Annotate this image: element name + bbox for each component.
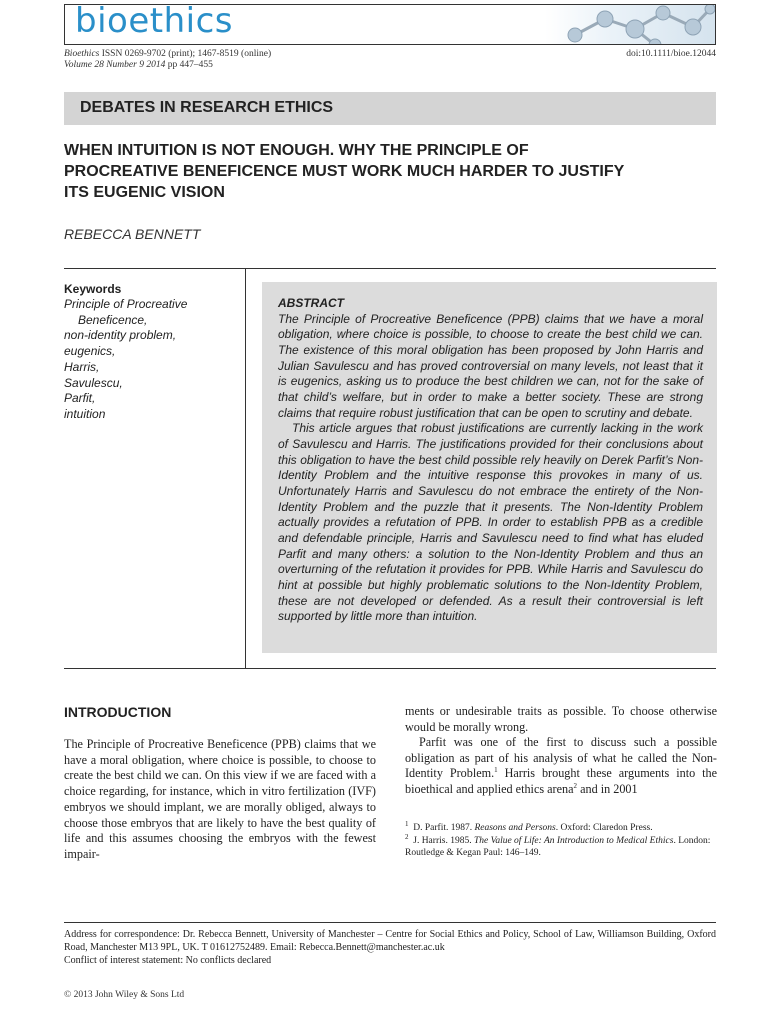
abstract-box — [262, 282, 717, 653]
journal-name: Bioethics — [64, 49, 100, 59]
journal-logo: bioethics — [75, 4, 233, 41]
copyright: © 2013 John Wiley & Sons Ltd — [64, 990, 185, 1000]
pages: pp 447–455 — [167, 60, 213, 70]
section-label: DEBATES IN RESEARCH ETHICS — [80, 99, 334, 116]
divider-bottom — [64, 668, 716, 669]
body-paragraph: Parfit was one of the first to discuss such a possible obligation as part of his analysis of what he called the Non-Identity Problem.$^1$ Harris brought these arguments into the bioethical and applied ethics arena$^2$ and in 2001 — [405, 735, 717, 797]
body-paragraph: The Principle of Procreative Beneficence (PPB) claims that we have a moral obligation, where choice is possible, to choose to create the best child we can. On this view if we are faced with a choice regarding, for instance, which in vitro fertilization (IVF) embryos we should implant, we are morally obliged, always to choose those embryos that are likely to have the best quality of life and this assumes choosing the embryos with the fewest impair- — [64, 737, 376, 861]
keyword: eugenics, — [64, 344, 116, 359]
keywords-heading: Keywords — [64, 282, 122, 296]
doi: doi:10.1111/bioe.12044 — [626, 49, 716, 59]
footnote: $^2$ J. Harris. 1985. The Value of Life: An Introduction to Medical Ethics. London: Routledge & Kegan Paul: 146–149. — [405, 832, 711, 858]
title-line: ITS EUGENIC VISION — [64, 184, 225, 201]
keyword: non-identity problem, — [64, 328, 177, 343]
keywords-list — [64, 297, 234, 423]
footer-divider — [64, 922, 716, 923]
footnote-ref[interactable]: 2 — [573, 782, 578, 791]
issn: ISSN 0269-9702 (print); 1467-8519 (online) — [101, 49, 272, 59]
conflict-statement: Conflict of interest statement: No conflicts declared — [64, 955, 272, 966]
title-line: WHEN INTUITION IS NOT ENOUGH. WHY THE PRINCIPLE OF — [64, 142, 529, 159]
divider-top — [64, 268, 716, 269]
keyword: Savulescu, — [64, 375, 123, 390]
abstract-heading: ABSTRACT — [278, 296, 344, 310]
title-line: PROCREATIVE BENEFICENCE MUST WORK MUCH HARDER TO JUSTIFY — [64, 163, 625, 180]
journal-meta — [64, 49, 271, 71]
keyword: intuition — [64, 406, 106, 421]
divider-vertical — [245, 268, 246, 668]
volume: Volume 28 Number 9 2014 — [64, 60, 166, 70]
abstract-paragraph: The Principle of Procreative Beneficence (PPB) claims that we have a moral obligation, where choice is possible, to choose to create the best child we can. The existence of this moral obligation has been proposed by John Harris and Julian Savulescu and has proved controversial on many levels, not least that it is eugenics, asking us to produce the best children we can, not for the sake of that child’s welfare, but in order to make a better society. These are strong claims that require robust justification that can be open to scrutiny and debate. — [278, 311, 703, 420]
abstract-paragraph: This article argues that robust justifications are currently lacking in the work of Savulescu and Harris. The justifications provided for their conclusions about this obligation to have the best child possible rely heavily on Derek Parfit’s Non-Identity Problem and the intuitive response this provokes in many of us. Unfortunately Harris and Savulescu do not embrace the entirety of the Non-Identity Problem and the puzzle that it presents. The Non-Identity Problem actually provides a refutation of PPB. In order to establish PPB as a credible and defendable principle, Harris and Savulescu need to find what has eluded Parfit and many others: a solution to the Non-Identity Problem and thus an overturning of the refutation it provides for PPB. While Harris and Savulescu do hint at possible but highly problematic solutions to the Non-Identity Problem, these are not developed or defended. As a result their controversial is left supported by little more than intuition. — [278, 421, 703, 624]
keyword: Principle of Procreative — [64, 297, 188, 311]
journal-header — [64, 4, 716, 45]
footnote-ref[interactable]: 1 — [494, 766, 498, 775]
address: Address for correspondence: Dr. Rebecca Bennett, University of Manchester – Centre for Social Ethics and Policy, School of Law, Williamson Building, Oxford Road, Manchester M13 9PL, UK. T 01612752489. Email: Rebecca.Bennett@manchester.ac.uk — [64, 929, 716, 953]
body-paragraph: ments or undesirable traits as possible. To choose otherwise would be morally wrong. — [405, 704, 717, 734]
footnote: $^1$ D. Parfit. 1987. Reasons and Persons. Oxford: Claredon Press. — [405, 819, 653, 833]
article-title — [64, 140, 724, 203]
author: REBECCA BENNETT — [64, 226, 201, 242]
section-band — [64, 92, 716, 125]
keyword: Harris, — [64, 359, 100, 374]
correspondence — [64, 928, 716, 967]
molecule-graphic — [545, 5, 715, 45]
keyword: Beneficence, — [78, 312, 148, 327]
introduction-heading: INTRODUCTION — [64, 704, 172, 720]
keyword: Parfit, — [64, 391, 96, 406]
